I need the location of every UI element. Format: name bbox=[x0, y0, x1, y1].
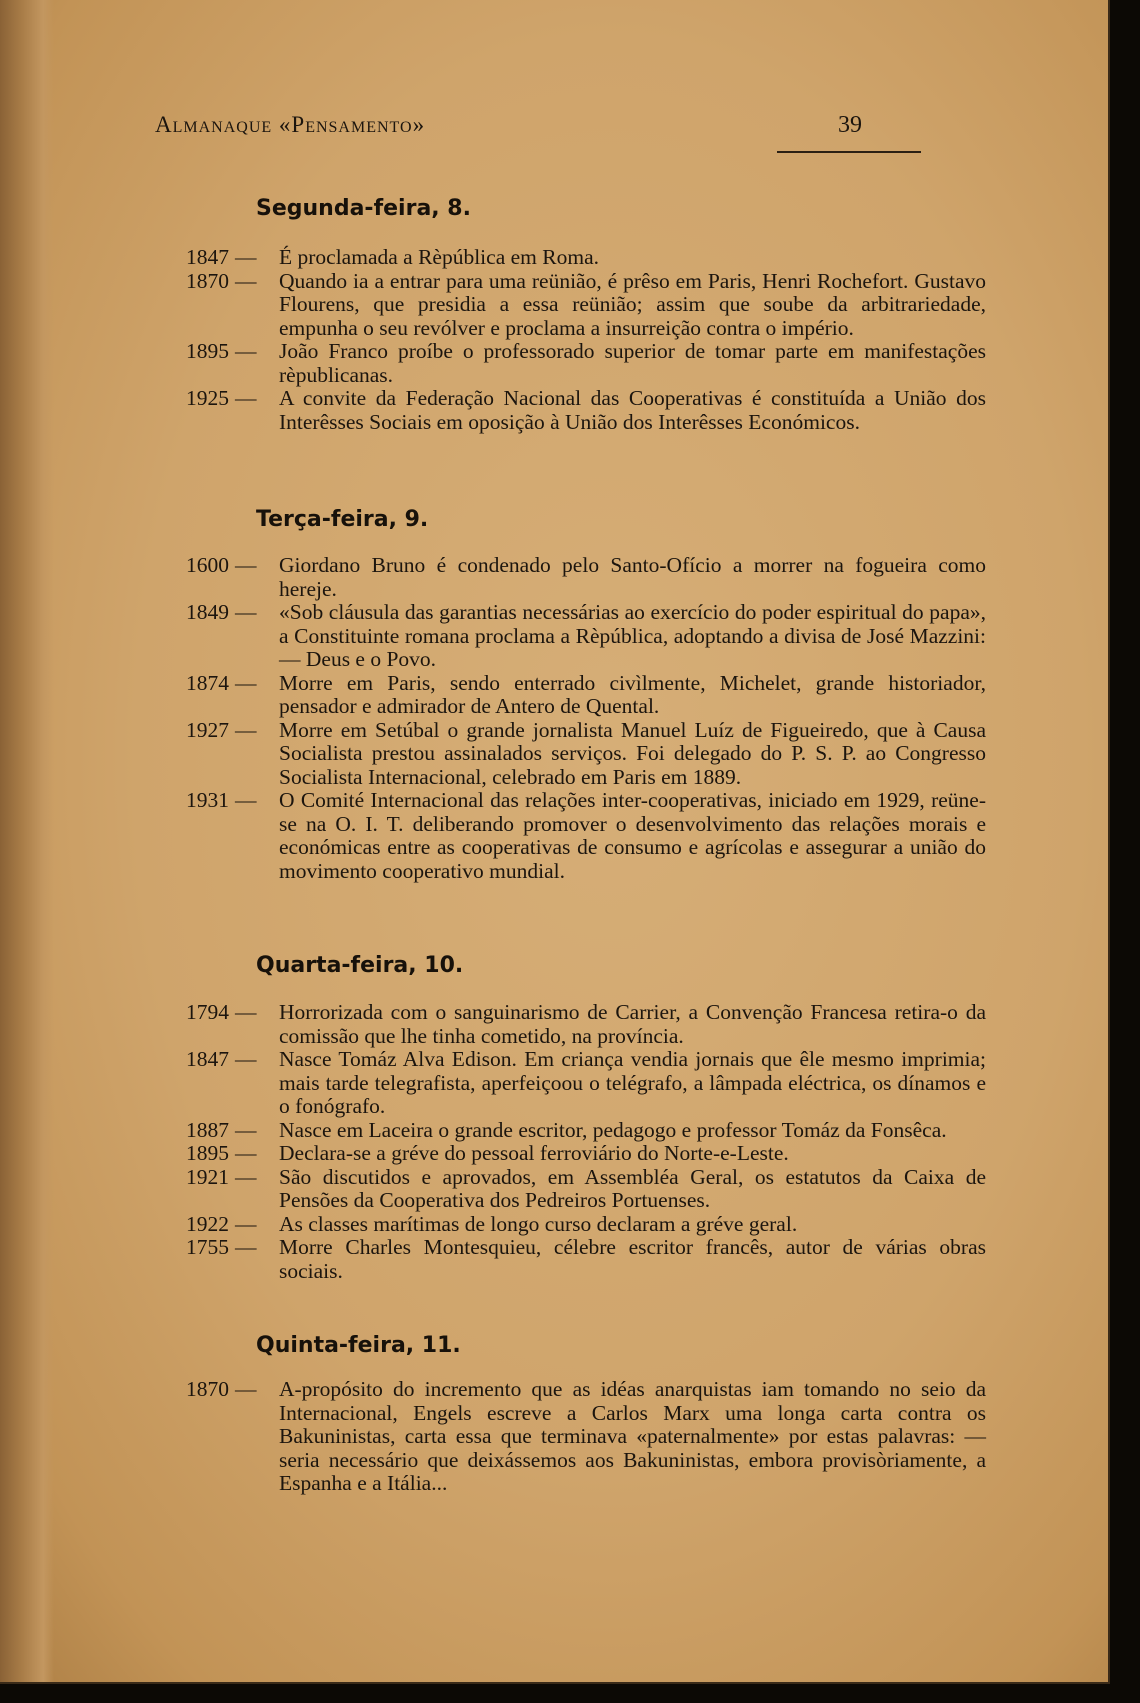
entry: 1847 — É proclamada a Rèpública em Roma. bbox=[186, 246, 986, 270]
entry-year: 1847 bbox=[186, 245, 229, 269]
entry-year: 1755 bbox=[186, 1235, 229, 1259]
entry-year: 1870 bbox=[186, 268, 229, 293]
entry-text: João Franco proíbe o professorado superior de tomar parte em manifestações rèpublicanas. bbox=[279, 339, 986, 387]
entry-text: Nasce em Laceira o grande escritor, pedagogo e professor Tomáz da Fonsêca. bbox=[279, 1117, 947, 1142]
entry-year: 1895 bbox=[186, 339, 229, 363]
entry: 1874 — Morre em Paris, sendo enterrado civìlmente, Michelet, grande historiador, pensador e admirador de Antero de Quental. bbox=[186, 670, 986, 718]
entry-year: 1931 bbox=[186, 788, 229, 812]
entry: 1600 — Giordano Bruno é condenado pelo Santo-Ofício a morrer na fogueira como hereje. bbox=[186, 553, 986, 601]
entry-text: Quando ia a entrar para uma reünião, é prêso em Paris, Henri Rochefort. Gustavo Flourens, que presidia a essa reünião; assim que soube da arbitrariedade, empunha o seu revólver e proclama a insurreição contra o império. bbox=[279, 268, 986, 340]
entry-text: Giordano Bruno é condenado pelo Santo-Ofício a morrer na fogueira como hereje. bbox=[279, 553, 986, 601]
entry-text: Declara-se a gréve do pessoal ferroviário do Norte-e-Leste. bbox=[279, 1141, 789, 1165]
entry-text: «Sob cláusula das garantias necessárias ao exercício do poder espiritual do papa», a Constituinte romana proclama a Rèpública, adoptando a divisa de José Mazzini: — Deus e o Povo. bbox=[279, 600, 986, 671]
day-heading-monday: Segunda-feira, 8. bbox=[256, 196, 471, 221]
entry: 1870 — Quando ia a entrar para uma reünião, é prêso em Paris, Henri Rochefort. Gustavo Flourens, que presidia a essa reünião; assim que soube da arbitrariedade, empunha o seu revólver e proclama a insurreição contra o império. bbox=[186, 268, 986, 340]
day-heading-tuesday: Terça-feira, 9. bbox=[256, 507, 429, 532]
entry-year: 1925 bbox=[186, 386, 229, 410]
entry-text: É proclamada a Rèpública em Roma. bbox=[279, 245, 599, 269]
entries-monday bbox=[186, 246, 986, 434]
entry-year: 1887 bbox=[186, 1117, 229, 1142]
entry-text: Morre em Setúbal o grande jornalista Manuel Luíz de Figueiredo, que à Causa Socialista prestou assinalados serviços. Foi delegado do P. S. P. ao Congresso Socialista Internacional, celebrado em Paris em 1889. bbox=[279, 717, 986, 789]
entry-text: A-propósito do incremento que as idéas anarquistas iam tomando no seio da Internacional, Engels escreve a Carlos Marx uma longa carta contra os Bakuninistas, carta essa que terminava «paternalmente» por estas palavras: — seria necessário que deixássemos aos Bakuninistas, embora provisòriamente, a Espanha e a Itália... bbox=[279, 1377, 986, 1495]
entry: 1895 — Declara-se a gréve do pessoal ferroviário do Norte-e-Leste. bbox=[186, 1142, 986, 1166]
entry-year: 1870 bbox=[186, 1377, 229, 1401]
entry-text: Horrorizada com o sanguinarismo de Carrier, a Convenção Francesa retira-o da comissão que lhe tinha cometido, na província. bbox=[279, 1000, 986, 1048]
entry-year: 1847 bbox=[186, 1047, 229, 1071]
entry-year: 1921 bbox=[186, 1164, 229, 1189]
entry: 1847 — Nasce Tomáz Alva Edison. Em criança vendia jornais que êle mesmo imprimia; mais tarde telegrafista, aperfeiçoou o telégrafo, a lâmpada eléctrica, os dínamos e o fonógrafo. bbox=[186, 1047, 986, 1118]
entries-wednesday bbox=[186, 1001, 986, 1283]
entry-text: O Comité Internacional das relações inter-cooperativas, iniciado em 1929, reüne-se na O. I. T. deliberando promover o desenvolvimento das relações morais e económicas entre as cooperativas de consumo e agrícolas e assegurar a união do movimento cooperativo mundial. bbox=[279, 788, 986, 883]
header-rule bbox=[777, 151, 921, 153]
entry: 1927 — Morre em Setúbal o grande jornalista Manuel Luíz de Figueiredo, que à Causa Socialista prestou assinalados serviços. Foi delegado do P. S. P. ao Congresso Socialista Internacional, celebrado em Paris em 1889. bbox=[186, 717, 986, 789]
entries-thursday bbox=[186, 1378, 986, 1496]
entry-year: 1895 bbox=[186, 1141, 229, 1165]
entry-year: 1849 bbox=[186, 600, 229, 624]
entry-year: 1874 bbox=[186, 670, 229, 695]
page-binding-shadow bbox=[0, 0, 54, 1682]
entry-text: A convite da Federação Nacional das Cooperativas é constituída a União dos Interêsses Sociais em oposição à União dos Interêsses Económicos. bbox=[279, 386, 986, 434]
entry: 1922 — As classes marítimas de longo curso declaram a gréve geral. bbox=[186, 1213, 986, 1237]
entry: 1794 — Horrorizada com o sanguinarismo de Carrier, a Convenção Francesa retira-o da comissão que lhe tinha cometido, na província. bbox=[186, 1000, 986, 1048]
entry: 1925 — A convite da Federação Nacional das Cooperativas é constituída a União dos Interêsses Sociais em oposição à União dos Interêsses Económicos. bbox=[186, 386, 986, 434]
entry-text: Morre Charles Montesquieu, célebre escritor francês, autor de várias obras sociais. bbox=[279, 1235, 986, 1283]
running-title: Almanaque «Pensamento» bbox=[155, 112, 426, 137]
entry: 1931 — O Comité Internacional das relações inter-cooperativas, iniciado em 1929, reüne-se na O. I. T. deliberando promover o desenvolvimento das relações morais e económicas entre as cooperativas de consumo e agrícolas e assegurar a união do movimento cooperativo mundial. bbox=[186, 788, 986, 883]
entry: 1870 — A-propósito do incremento que as idéas anarquistas iam tomando no seio da Internacional, Engels escreve a Carlos Marx uma longa carta contra os Bakuninistas, carta essa que terminava «paternalmente» por estas palavras: — seria necessário que deixássemos aos Bakuninistas, embora provisòriamente, a Espanha e a Itália... bbox=[186, 1377, 986, 1495]
entry-year: 1600 bbox=[186, 553, 229, 577]
entry-text: Nasce Tomáz Alva Edison. Em criança vendia jornais que êle mesmo imprimia; mais tarde telegrafista, aperfeiçoou o telégrafo, a lâmpada eléctrica, os dínamos e o fonógrafo. bbox=[279, 1047, 986, 1118]
entry: 1887 — Nasce em Laceira o grande escritor, pedagogo e professor Tomáz da Fonsêca. bbox=[186, 1119, 986, 1143]
entry-year: 1927 bbox=[186, 717, 229, 742]
entries-tuesday bbox=[186, 554, 986, 883]
entry: 1895 — João Franco proíbe o professorado superior de tomar parte em manifestações rèpublicanas. bbox=[186, 339, 986, 387]
day-heading-thursday: Quinta-feira, 11. bbox=[256, 1333, 461, 1358]
entry-text: São discutidos e aprovados, em Assembléa Geral, os estatutos da Caixa de Pensões da Cooperativa dos Pedreiros Portuenses. bbox=[279, 1164, 986, 1212]
running-header bbox=[155, 112, 920, 152]
page-number: 39 bbox=[838, 112, 862, 138]
entry: 1849 — «Sob cláusula das garantias necessárias ao exercício do poder espiritual do papa», a Constituinte romana proclama a Rèpública, adoptando a divisa de José Mazzini: — Deus e o Povo. bbox=[186, 600, 986, 671]
entry: 1921 — São discutidos e aprovados, em Assembléa Geral, os estatutos da Caixa de Pensões da Cooperativa dos Pedreiros Portuenses. bbox=[186, 1164, 986, 1212]
entry-year: 1922 bbox=[186, 1211, 229, 1236]
entry-year: 1794 bbox=[186, 1000, 229, 1024]
entry: 1755 — Morre Charles Montesquieu, célebre escritor francês, autor de várias obras sociais. bbox=[186, 1235, 986, 1283]
entry-text: As classes marítimas de longo curso declaram a gréve geral. bbox=[279, 1211, 798, 1236]
entry-text: Morre em Paris, sendo enterrado civìlmente, Michelet, grande historiador, pensador e admirador de Antero de Quental. bbox=[279, 670, 986, 718]
day-heading-wednesday: Quarta-feira, 10. bbox=[256, 953, 464, 978]
